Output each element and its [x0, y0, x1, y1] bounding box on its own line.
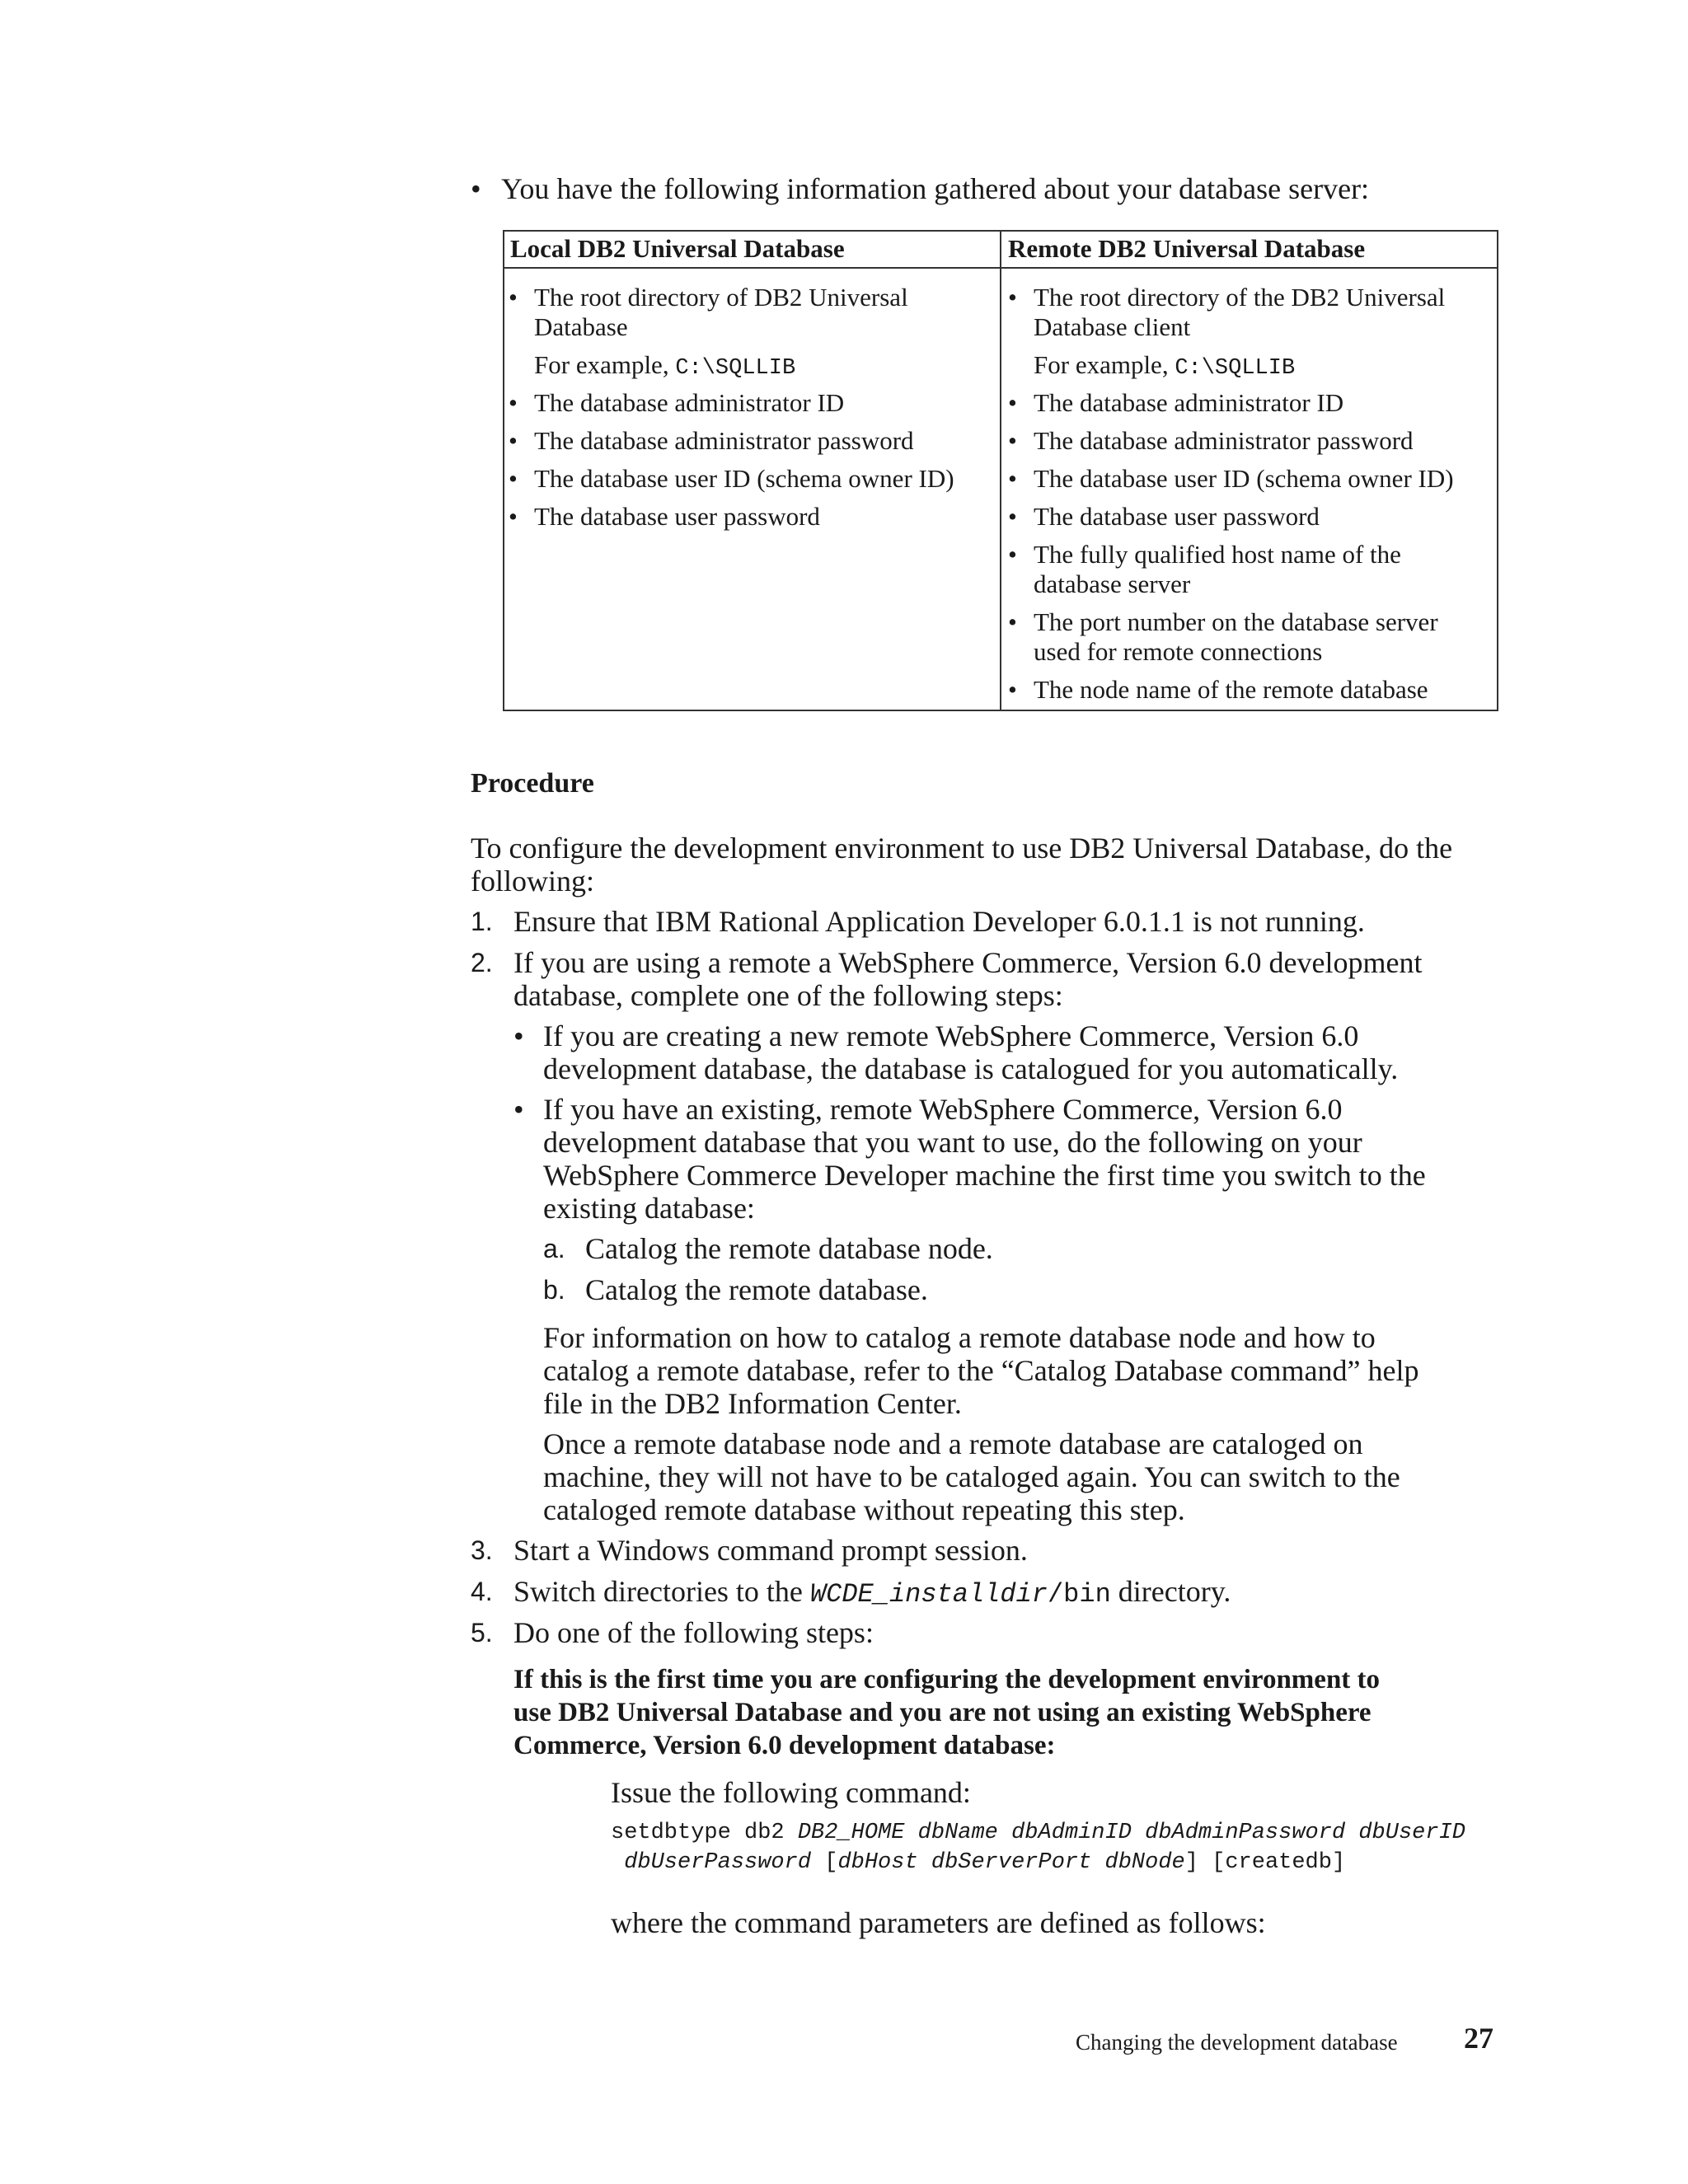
step-2-bullet-2-line3: WebSphere Commerce Developer machine the first time you switch to the: [543, 1159, 1426, 1192]
page-number: 27: [1464, 2022, 1493, 2055]
where-text: where the command parameters are defined as follows:: [611, 1906, 1266, 1939]
step-4-number: 4.: [471, 1577, 493, 1606]
command-keyword: setdbtype db2: [611, 1821, 798, 1845]
command-params-2: dbUserPassword: [624, 1850, 812, 1875]
command-line1: [611, 1818, 1465, 1848]
substep-a-letter: a.: [543, 1234, 565, 1263]
step-2-line1: If you are using a remote a WebSphere Commerce, Version 6.0 development: [513, 946, 1423, 979]
step-4-prefix: Switch directories to the: [513, 1575, 810, 1608]
remote-item-user-id: The database user ID (schema owner ID): [1034, 464, 1454, 493]
step-4-suffix: directory.: [1110, 1575, 1231, 1608]
step-2-number: 2.: [471, 948, 493, 977]
bullet-glyph: •: [1008, 540, 1017, 569]
step-2-bullet-2-line1: If you have an existing, remote WebSphere Commerce, Version 6.0: [543, 1093, 1343, 1126]
remote-item-root-line1: The root directory of the DB2 Universal: [1034, 283, 1446, 312]
remote-example-code: C:\SQLLIB: [1175, 356, 1296, 381]
remote-item-port-line1: The port number on the database server: [1034, 607, 1438, 636]
table-header-remote: Remote DB2 Universal Database: [1008, 234, 1366, 263]
remote-item-host-line1: The fully qualified host name of the: [1034, 540, 1401, 569]
condition-line1: If this is the first time you are configuring the development environment to: [513, 1665, 1381, 1694]
remote-item-admin-id: The database administrator ID: [1034, 388, 1344, 417]
bullet-glyph: •: [1008, 464, 1017, 493]
local-item-root-line2: Database: [534, 312, 628, 341]
command-bracket-open: [: [811, 1850, 838, 1875]
local-example-code: C:\SQLLIB: [675, 356, 796, 381]
command-params-rest: ] [createdb]: [1184, 1850, 1346, 1875]
bullet-glyph: •: [509, 283, 518, 312]
procedure-intro-line2: following:: [471, 865, 594, 898]
catalog-info-line3: file in the DB2 Information Center.: [543, 1387, 962, 1420]
remote-item-admin-password: The database administrator password: [1034, 426, 1414, 455]
remote-item-host-line2: database server: [1034, 569, 1191, 598]
remote-item-port-line2: used for remote connections: [1034, 637, 1323, 666]
local-example: [534, 350, 795, 383]
bullet-glyph: •: [471, 172, 481, 205]
step-2-line2: database, complete one of the following steps:: [513, 979, 1063, 1012]
condition-line2: use DB2 Universal Database and you are not using an existing WebSphere: [513, 1698, 1372, 1727]
footer-section-title: Changing the development database: [1076, 2030, 1398, 2055]
step-2-bullet-2-line4: existing database:: [543, 1192, 755, 1225]
bullet-glyph: •: [1008, 607, 1017, 636]
step-2-bullet-1-line1: If you are creating a new remote WebSphere Commerce, Version 6.0: [543, 1019, 1359, 1052]
step-1-text: Ensure that IBM Rational Application Developer 6.0.1.1 is not running.: [513, 905, 1365, 938]
cataloged-note-line3: cataloged remote database without repeating this step.: [543, 1493, 1185, 1526]
step-2-bullet-2-line2: development database that you want to use, do the following on your: [543, 1126, 1362, 1159]
local-item-admin-id: The database administrator ID: [534, 388, 845, 417]
bullet-glyph: •: [513, 1093, 524, 1126]
catalog-info-line2: catalog a remote database, refer to the “Catalog Database command” help: [543, 1354, 1419, 1387]
local-example-prefix: For example,: [534, 350, 676, 379]
condition-line3: Commerce, Version 6.0 development database:: [513, 1731, 1056, 1760]
bullet-glyph: •: [1008, 502, 1017, 531]
command-params-1: DB2_HOME dbName dbAdminID dbAdminPassword dbUserID: [797, 1821, 1465, 1845]
step-4-code-italic: WCDE_installdir: [809, 1579, 1048, 1610]
intro-bullet-text: You have the following information gathered about your database server:: [501, 172, 1370, 205]
bullet-glyph: •: [509, 426, 518, 455]
table-column-divider: [1000, 232, 1001, 710]
step-3-number: 3.: [471, 1535, 493, 1565]
local-item-user-id: The database user ID (schema owner ID): [534, 464, 954, 493]
command-line2: [611, 1848, 1345, 1877]
step-1-number: 1.: [471, 907, 493, 936]
bullet-glyph: •: [513, 1019, 524, 1052]
step-5-text: Do one of the following steps:: [513, 1616, 874, 1649]
remote-item-node: The node name of the remote database: [1034, 675, 1428, 704]
substep-b-text: Catalog the remote database.: [585, 1273, 928, 1306]
remote-example-prefix: For example,: [1034, 350, 1175, 379]
substep-b-letter: b.: [543, 1275, 565, 1305]
substep-a-text: Catalog the remote database node.: [585, 1232, 993, 1265]
bullet-glyph: •: [1008, 388, 1017, 417]
requirements-table: [503, 230, 1498, 711]
procedure-heading: Procedure: [471, 768, 594, 799]
remote-example: [1034, 350, 1295, 383]
remote-item-root-line2: Database client: [1034, 312, 1191, 341]
table-header-local: Local DB2 Universal Database: [510, 234, 845, 263]
step-3-text: Start a Windows command prompt session.: [513, 1534, 1028, 1567]
local-item-admin-password: The database administrator password: [534, 426, 914, 455]
bullet-glyph: •: [1008, 426, 1017, 455]
step-2-bullet-1-line2: development database, the database is catalogued for you automatically.: [543, 1052, 1399, 1085]
cataloged-note-line1: Once a remote database node and a remote database are cataloged on: [543, 1427, 1363, 1460]
step-4-text: [513, 1575, 1231, 1611]
step-4-code: /bin: [1047, 1579, 1111, 1610]
step-5-number: 5.: [471, 1618, 493, 1647]
bullet-glyph: •: [509, 388, 518, 417]
bullet-glyph: •: [509, 502, 518, 531]
cataloged-note-line2: machine, they will not have to be cataloged again. You can switch to the: [543, 1460, 1400, 1493]
bullet-glyph: •: [1008, 675, 1017, 704]
remote-item-user-password: The database user password: [1034, 502, 1320, 531]
command-params-3: dbHost dbServerPort dbNode: [837, 1850, 1185, 1875]
bullet-glyph: •: [1008, 283, 1017, 312]
catalog-info-line1: For information on how to catalog a remote database node and how to: [543, 1321, 1376, 1354]
local-item-user-password: The database user password: [534, 502, 820, 531]
local-item-root-line1: The root directory of DB2 Universal: [534, 283, 908, 312]
bullet-glyph: •: [509, 464, 518, 493]
procedure-intro-line1: To configure the development environment to use DB2 Universal Database, do the: [471, 832, 1453, 865]
issue-command-text: Issue the following command:: [611, 1776, 971, 1809]
